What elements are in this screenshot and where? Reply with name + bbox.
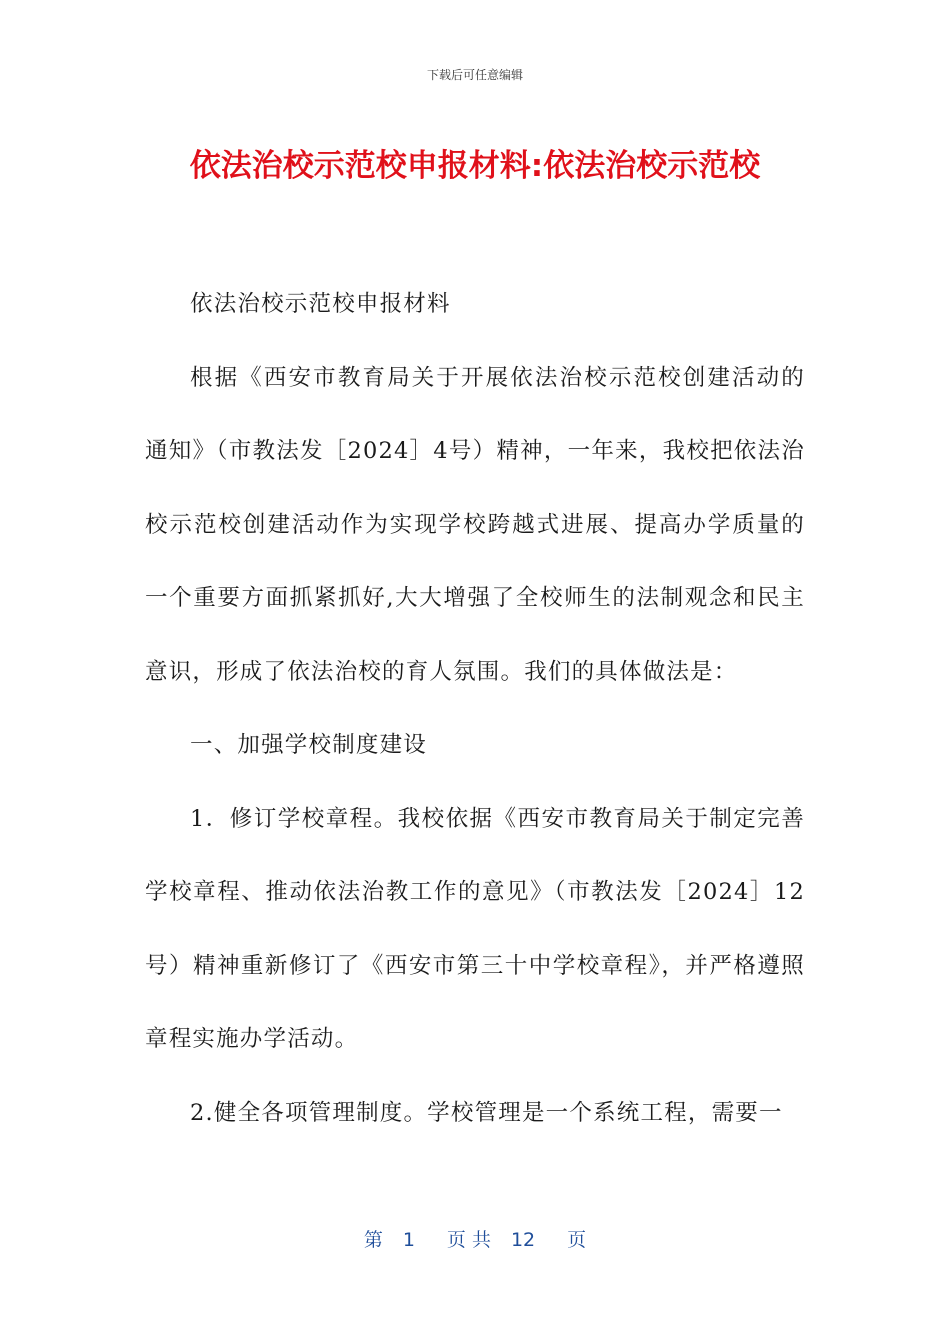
page-footer (0, 1225, 950, 1252)
paragraph-subtitle: 依法治校示范校申报材料 (190, 291, 451, 317)
footer-label-of: 页 共 (446, 1229, 491, 1251)
footer-current-page: 1 (402, 1229, 415, 1251)
document-body (145, 268, 805, 1150)
footer-label-page: 第 (363, 1229, 383, 1251)
paragraph-item-1: 1．修订学校章程。我校依据《西安市教育局关于制定完善学校章程、推动依法治教工作的意见》（市教法发［2024］12号）精神重新修订了《西安市第三十中学校章程》，并严格遵照章程实施办学活动。 (145, 805, 805, 1052)
header-note: 下载后可任意编辑 (426, 68, 523, 82)
paragraph-item-2: 2.健全各项管理制度。学校管理是一个系统工程，需要一 (190, 1099, 783, 1126)
document-title: 依法治校示范校申报材料:依法治校示范校 (189, 148, 761, 184)
footer-total-pages: 12 (510, 1229, 536, 1251)
footer-label-end: 页 (567, 1229, 587, 1251)
section-heading-1: 一、加强学校制度建设 (190, 732, 428, 758)
paragraph-intro: 根据《西安市教育局关于开展依法治校示范校创建活动的通知》（市教法发［2024］4号）精神，一年来，我校把依法治校示范校创建活动作为实现学校跨越式进展、提高办学质量的一个重要方面抓紧抓好,大大增强了全校师生的法制观念和民主意识，形成了依法治校的育人氛围。我们的具体做法是： (145, 364, 805, 685)
